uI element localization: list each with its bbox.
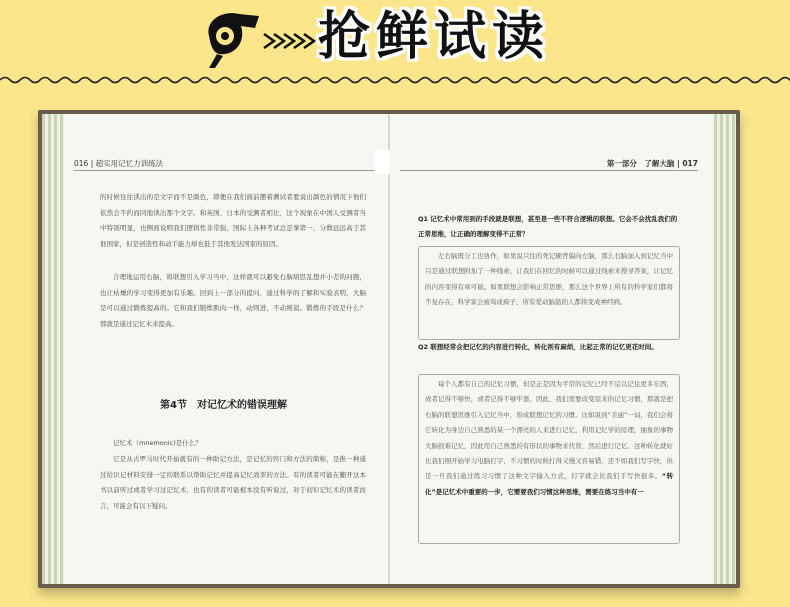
page-edge-left [42,114,64,584]
section-title: 第4节 对记忆术的错误理解 [160,400,287,411]
right-page [390,114,714,584]
header-rule [74,170,378,171]
right-running-head: 第一部分 了解大脑 | 017 [606,159,698,168]
answer-1-box: 左右脑既分工也协作，如果说只往的死记硬背偏向左脑，那么右脑加入到记忆当中只是通过联想附加了一种线索，让我们在回忆的时候可以通过线索来搜寻答案，让记忆的内容变得有章可循。如果联想会影响正常思维，那么这个世界上所有的科学家们都将不复存在，科学家会被骂成疯子，所有爱动脑筋的人都将变成神经病。 [418,246,680,340]
header-rule [400,170,698,171]
question-2: Q2 联想经常会把记忆的内容进行转化，转化则有麻烦，比起正常的记忆更花时间。 [418,343,658,351]
wave-divider [0,74,790,86]
left-page [64,114,388,584]
answer-2-box [418,374,680,544]
left-paragraph-3: 记忆术（mnemonic)是什么？ [113,439,202,447]
whistle-icon [195,6,265,72]
left-paragraph-4: 它是从古罗马时代开始就有的一种助记方法，是记忆的窍门和方法的简称，是推一种通过给识记材料安排一定的联系以帮助记忆并提高记忆效率的方法。有的读者可能在翻开这本书以前听过或者学习过记忆术，也有的读者可能根本没有听说过，对于初识记忆术的读者而言，可能会有以下疑问。 [100,455,366,510]
banner [0,0,790,80]
question-1: Q1 记忆术中常用到的手段就是联想，甚至是一些不符合逻辑的联想。它会不会扰乱我们的正常思维，让正确的理解变得不正常？ [418,215,678,238]
answer-2-text: 每个人都有自己的记忆习惯，但是正是因为平常的记忆已经不足以记住更多东西，或者记得不够快，或者记得不够牢靠，因此，我们需要改变原来的记忆习惯，那就是把右脑的联想思维引入记忆当中，形成联想记忆的习惯。比如说到“美丽”一词，我们会将它转化为身边自己熟悉的某一个漂亮的人来进行记忆，利用记忆学的原理，抽象的事物大脑很难记忆，因此用自己熟悉的有形状的事物来代替，然后进行记忆。这种转化就好比我们刚开始学习电脑打字，不习惯的时候打得又慢又容易错，还不如我们写字快，但是一旦我们通过练习习惯了这种文字输入方式，打字就会比我们手写快很多。 [425,380,673,481]
left-paragraph-1: 的时候往往读出的是文字而不是颜色，即便在我们面前摆着测试者要说出颜色的情况下他们依然会不约而同地读出那个文字。和英国、日本的受测者相比，这个现象在中国人受测者当中特别明显，也侧面说明我们逻辑性非常强、国际上各种考试总是拿第一、分数远远高于其他国家，但是创造性和动手能力却也低于其他发达国家的原因。 [100,193,366,248]
page-edge-right [714,114,736,584]
banner-title: 抢鲜试读 [318,7,551,67]
left-running-head: 016 | 超实用记忆力训练法 [74,159,164,168]
open-book [38,110,740,588]
answer-2-emphasis: “转化”是记忆术中重要的一步，它需要我们习惯这种思维，需要在练习当中有一 [425,472,674,496]
arrows-decoration [262,30,317,52]
left-paragraph-2: 合理地运用右脑，将联想引入学习当中，这样就可以避免右脑胡思乱想并小差的问题，也让枯燥的学习变得更加有乐趣。回到上一部分的提问，通过科学的了解和实验表明，大脑是可以通过锻炼提高的。它和我们锻炼肌肉一样，动则进，不动则退。锻炼的手段是什么？那就是通过记忆术来提高。 [100,273,366,328]
